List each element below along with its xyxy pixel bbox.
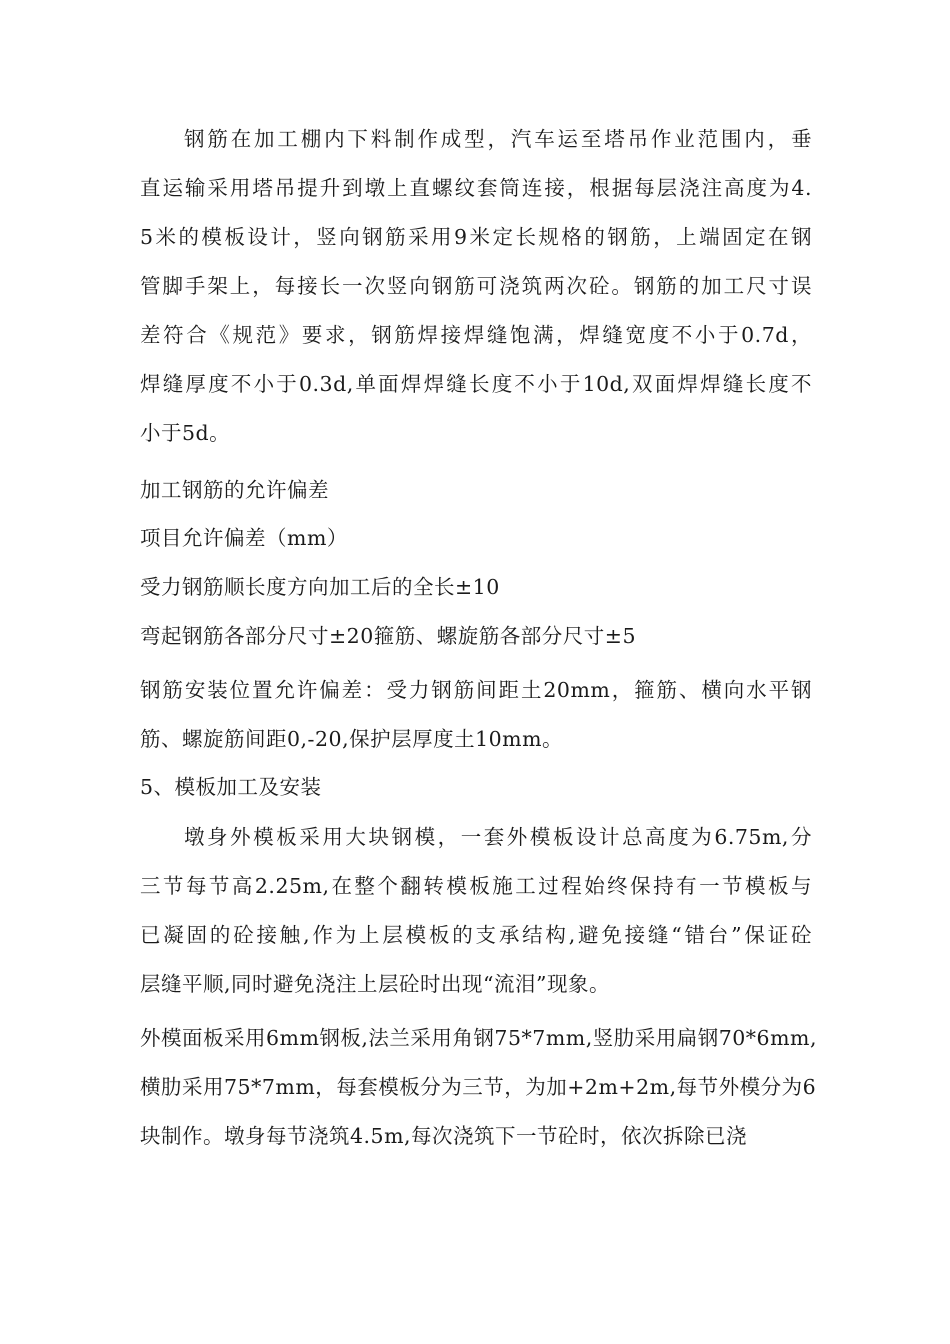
- paragraph-line: 层缝平顺,同时避免浇注上层砼时出现“流泪”现象。: [140, 972, 610, 996]
- paragraph-line: 墩身外模板采用大块钢模，一套外模板设计总高度为6.75m,分: [184, 825, 812, 849]
- table-row-line: 弯起钢筋各部分尺寸±20箍筋、螺旋筋各部分尺寸±5: [140, 624, 636, 648]
- section-heading: 5、模板加工及安装: [140, 775, 322, 799]
- section-heading: 加工钢筋的允许偏差: [140, 478, 329, 502]
- paragraph-line: 筋、螺旋筋间距0,-20,保护层厚度土10mm。: [140, 727, 564, 751]
- paragraph-line: 钢筋在加工棚内下料制作成型，汽车运至塔吊作业范围内，垂: [184, 127, 812, 151]
- paragraph-line: 横肋采用75*7mm，每套模板分为三节，为加+2m+2m,每节外模分为6: [140, 1075, 817, 1099]
- table-header-line: 项目允许偏差（mm）: [140, 526, 348, 550]
- paragraph-line: 差符合《规范》要求，钢筋焊接焊缝饱满，焊缝宽度不小于0.7d，: [140, 323, 812, 347]
- paragraph-line: 三节每节高2.25m,在整个翻转模板施工过程始终保持有一节模板与: [140, 874, 812, 898]
- paragraph-line: 钢筋安装位置允许偏差：受力钢筋间距土20mm，箍筋、横向水平钢: [140, 678, 812, 702]
- table-row-line: 受力钢筋顺长度方向加工后的全长±10: [140, 575, 500, 599]
- paragraph-line: 块制作。墩身每节浇筑4.5m,每次浇筑下一节砼时，依次拆除已浇: [140, 1124, 748, 1148]
- paragraph-line: 已凝固的砼接触,作为上层模板的支承结构,避免接缝“错台”保证砼: [140, 923, 812, 947]
- paragraph-line: 焊缝厚度不小于0.3d,单面焊焊缝长度不小于10d,双面焊焊缝长度不: [140, 372, 812, 396]
- paragraph-line: 小于5d。: [140, 421, 231, 445]
- paragraph-line: 直运输采用塔吊提升到墩上直螺纹套筒连接，根据每层浇注高度为4.: [140, 176, 812, 200]
- paragraph-line: 外模面板采用6mm钢板,法兰采用角钢75*7mm,竖肋采用扁钢70*6mm,: [140, 1026, 817, 1050]
- paragraph-line: 5米的模板设计，竖向钢筋采用9米定长规格的钢筋，上端固定在钢: [140, 225, 812, 249]
- paragraph-line: 管脚手架上，每接长一次竖向钢筋可浇筑两次砼。钢筋的加工尺寸误: [140, 274, 812, 298]
